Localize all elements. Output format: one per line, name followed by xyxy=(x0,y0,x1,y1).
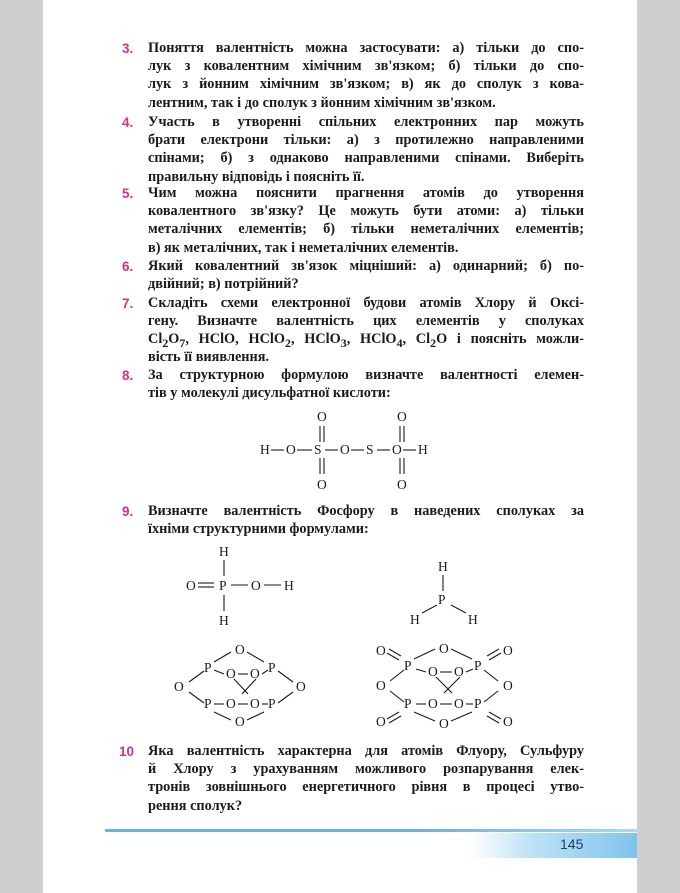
question-line: лентним, так і до сполук з йонним хімічним зв'язком. xyxy=(148,94,496,111)
question-line: рення сполук? xyxy=(148,797,243,814)
atom-p: P xyxy=(268,696,276,711)
atom-o: O xyxy=(376,643,386,658)
question-number: 5. xyxy=(122,186,134,201)
question-line: й Хлору з урахуванням можливого розпарування елек- xyxy=(148,761,584,778)
question-5 xyxy=(148,184,584,257)
atom-p: P xyxy=(474,696,482,711)
atom-o: O xyxy=(317,409,327,424)
page-edge xyxy=(637,0,680,893)
atom-o: O xyxy=(226,666,236,681)
atom-p: P xyxy=(404,696,412,711)
atom-o: O xyxy=(286,442,296,457)
question-6 xyxy=(148,257,584,293)
phosphine-structure xyxy=(400,555,500,630)
atom-h: H xyxy=(260,442,270,457)
question-line: лук з ковалентним хімічним зв'язком; б) тільки до спо- xyxy=(148,58,584,75)
question-line: двійний; в) потрійний? xyxy=(148,276,299,293)
question-line: в) як металічних, так і неметалічних елементів. xyxy=(148,239,459,256)
atom-h: H xyxy=(468,612,478,627)
atom-p: P xyxy=(474,658,482,673)
question-line: Визначте валентність Фосфору в наведених сполуках за xyxy=(148,503,584,519)
atom-o: O xyxy=(174,679,184,694)
p4o10-structure xyxy=(370,635,522,735)
question-line: За структурною формулою визначте валентності елемен- xyxy=(148,367,584,383)
atom-h: H xyxy=(219,613,229,628)
question-8 xyxy=(148,366,584,402)
atom-h: H xyxy=(284,578,294,593)
question-line: ковалентного зв'язку? Це можуть бути атоми: а) тільки xyxy=(148,203,584,220)
atom-o: O xyxy=(503,714,513,729)
question-line: їхніми структурними формулами: xyxy=(148,521,369,538)
question-3 xyxy=(148,39,584,112)
atom-o: O xyxy=(397,409,407,424)
atom-h: H xyxy=(219,544,229,559)
atom-h: H xyxy=(438,559,448,574)
question-line: брати електрони тільки: а) з протилежно направленими xyxy=(148,132,584,149)
atom-o: O xyxy=(226,696,236,711)
formula-hclo: HClO, xyxy=(198,331,239,347)
question-number: 3. xyxy=(122,41,134,56)
atom-o: O xyxy=(235,642,245,657)
question-number: 8. xyxy=(122,368,134,383)
question-7 xyxy=(148,294,584,330)
question-line: Поняття валентність можна застосувати: а) тільки до спо- xyxy=(148,40,584,56)
formula-hclo4: HClO$_4$, xyxy=(360,331,407,350)
question-number: 9. xyxy=(122,504,134,519)
page-number: 145 xyxy=(560,836,584,852)
atom-o: O xyxy=(439,716,449,731)
question-line: гену. Визначте валентність цих елементів у сполуках xyxy=(148,313,584,330)
atom-o: O xyxy=(250,696,260,711)
question-line: правильну відповідь і поясніть її. xyxy=(148,168,365,185)
phosphorous-acid-structure xyxy=(180,542,310,632)
question-line: вість її виявлення. xyxy=(148,349,270,365)
atom-s: S xyxy=(314,442,322,457)
atom-p: P xyxy=(438,592,446,607)
question-number: 4. xyxy=(122,115,134,130)
formula-hclo3: HClO$_3$, xyxy=(304,331,351,350)
question-line: Чим можна пояснити прагнення атомів до утворення xyxy=(148,185,584,201)
formula-cl2o: $Cl_2O$ xyxy=(415,331,448,350)
question-line: Складіть схеми електронної будови атомів Хлору й Оксі- xyxy=(148,295,584,311)
atom-o: O xyxy=(392,442,402,457)
atom-p: P xyxy=(404,658,412,673)
disulfuric-acid-structure xyxy=(250,405,440,495)
question-line: лук з йонним хімічним зв'язком; в) як до сполук з кова- xyxy=(148,76,584,93)
question-number: 10 xyxy=(119,744,135,759)
atom-p: P xyxy=(204,660,212,675)
question-line: тронів зовнішнього енергетичного рівня в процесі утво- xyxy=(148,779,584,796)
atom-o: O xyxy=(454,696,464,711)
question-number: 7. xyxy=(122,296,134,311)
atom-o: O xyxy=(439,641,449,656)
footer-rule xyxy=(105,829,637,832)
formula-hclo2: HClO$_2$, xyxy=(248,331,295,350)
question-7-end xyxy=(148,348,584,366)
p4o6-structure xyxy=(168,638,318,733)
question-line: спінами; б) з однаково направленими спінами. Виберіть xyxy=(148,150,584,167)
question-10 xyxy=(148,742,584,815)
atom-h: H xyxy=(410,612,420,627)
atom-o: O xyxy=(235,714,245,729)
atom-o: O xyxy=(397,477,407,492)
question-line: Участь в утворенні спільних електронних пар можуть xyxy=(148,114,584,130)
atom-o: O xyxy=(250,666,260,681)
question-line: Яка валентність характерна для атомів Флуору, Сульфуру xyxy=(148,743,584,759)
atom-o: O xyxy=(503,678,513,693)
atom-o: O xyxy=(186,578,196,593)
atom-o: O xyxy=(428,696,438,711)
question-4 xyxy=(148,113,584,186)
question-line: тів у молекулі дисульфатної кислоти: xyxy=(148,385,391,402)
atom-o: O xyxy=(251,578,261,593)
question-9 xyxy=(148,502,584,538)
atom-o: O xyxy=(503,643,513,658)
formula-tail: і поясніть можли- xyxy=(456,331,584,347)
atom-o: O xyxy=(317,477,327,492)
question-number: 6. xyxy=(122,259,134,274)
formula-cl2o7: $Cl_2O_7$, xyxy=(148,331,189,350)
atom-s: S xyxy=(366,442,374,457)
question-line: Який ковалентний зв'язок міцніший: а) одинарний; б) по- xyxy=(148,258,584,274)
atom-o: O xyxy=(454,664,464,679)
atom-p: P xyxy=(204,696,212,711)
atom-o: O xyxy=(296,679,306,694)
atom-p: P xyxy=(268,660,276,675)
atom-o: O xyxy=(376,678,386,693)
footer-bar xyxy=(470,833,637,858)
question-line: металічних елементів; б) тільки неметалічних елементів; xyxy=(148,221,584,238)
atom-o: O xyxy=(376,714,386,729)
atom-o: O xyxy=(340,442,350,457)
atom-h: H xyxy=(418,442,428,457)
atom-p: P xyxy=(219,578,227,593)
atom-o: O xyxy=(428,664,438,679)
